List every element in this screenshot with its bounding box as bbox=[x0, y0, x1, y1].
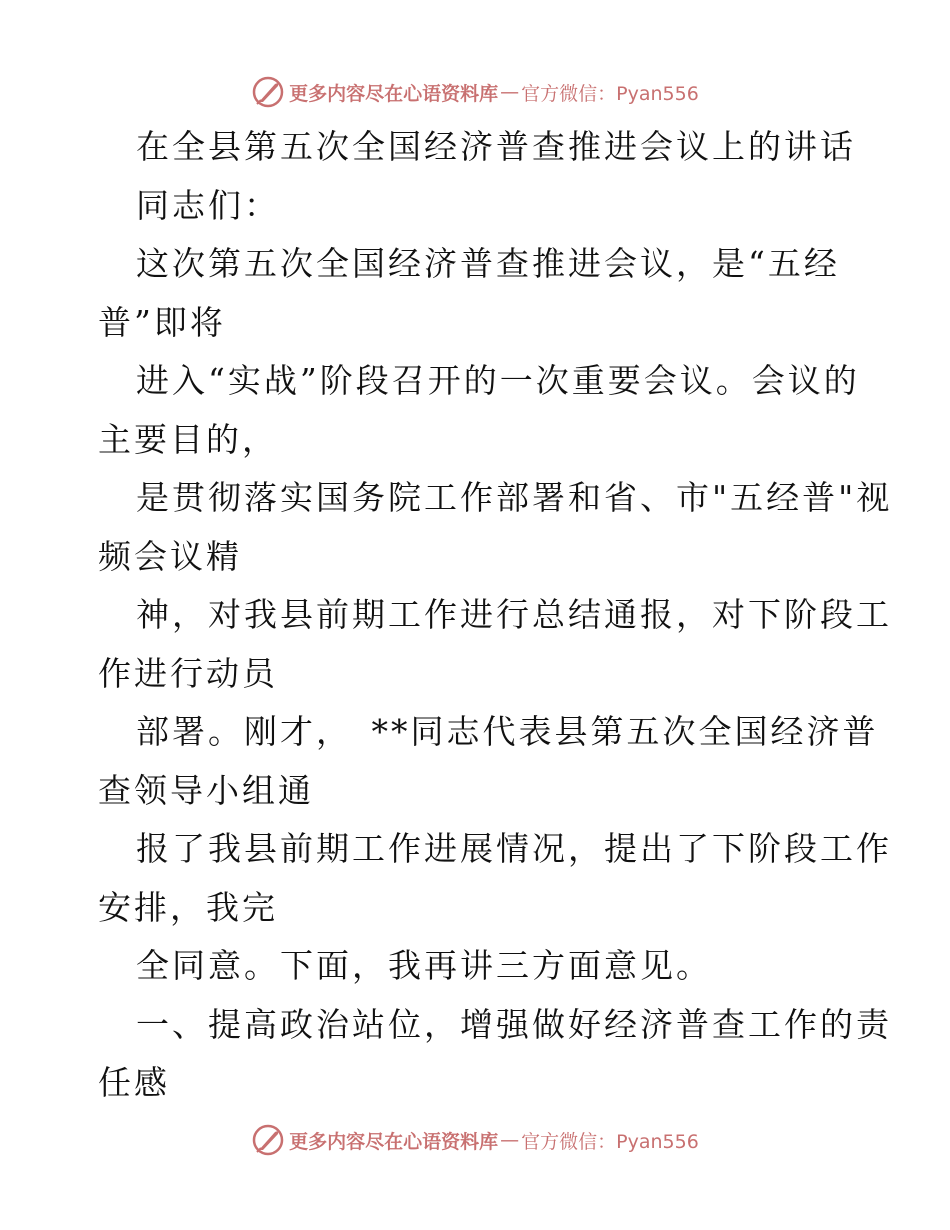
header-watermark bbox=[0, 72, 950, 112]
paragraph-line: 进入“实战”阶段召开的一次重要会议。会议的 bbox=[136, 361, 860, 400]
section-heading: 一、提高政治站位，增强做好经济普查工作的责 bbox=[136, 1004, 892, 1044]
document-body bbox=[98, 118, 893, 1113]
watermark-contact-text: 官方微信：Pyan556 bbox=[521, 1130, 699, 1153]
paragraph-line: 报了我县前期工作进展情况，提出了下阶段工作 bbox=[136, 829, 892, 868]
section-heading-continuation: 任感 bbox=[98, 1063, 170, 1102]
watermark-brand-text: 更多内容尽在心语资料库 bbox=[289, 82, 499, 105]
paragraph-line: 作进行动员 bbox=[98, 653, 278, 693]
paragraph-line: 神，对我县前期工作进行总结通报，对下阶段工 bbox=[136, 595, 892, 634]
watermark-dash: — bbox=[500, 81, 520, 103]
paragraph-line: 频会议精 bbox=[98, 536, 242, 576]
paragraph-line: 查领导小组通 bbox=[98, 770, 314, 810]
watermark-contact-text: 官方微信：Pyan556 bbox=[521, 82, 699, 105]
paragraph-line: 全同意。下面，我再讲三方面意见。 bbox=[136, 946, 712, 985]
footer-watermark bbox=[0, 1120, 950, 1160]
watermark-dash: — bbox=[500, 1129, 520, 1151]
paragraph-line: 这次第五次全国经济普查推进会议，是“五经 bbox=[136, 244, 840, 283]
salutation: 同志们： bbox=[136, 185, 280, 225]
paragraph-line: 安排，我完 bbox=[98, 887, 278, 927]
paragraph-line: 普”即将 bbox=[98, 302, 226, 342]
feather-pen-circle-icon bbox=[251, 1123, 285, 1157]
paragraph-line: 是贯彻落实国务院工作部署和省、市"五经普"视 bbox=[136, 478, 893, 517]
feather-pen-circle-icon bbox=[251, 75, 285, 109]
paragraph-line: 部署。刚才， **同志代表县第五次全国经济普 bbox=[136, 712, 879, 751]
document-title: 在全县第五次全国经济普查推进会议上的讲话 bbox=[136, 127, 856, 166]
paragraph-line: 主要目的， bbox=[98, 419, 278, 459]
watermark-brand-text: 更多内容尽在心语资料库 bbox=[289, 1130, 499, 1153]
